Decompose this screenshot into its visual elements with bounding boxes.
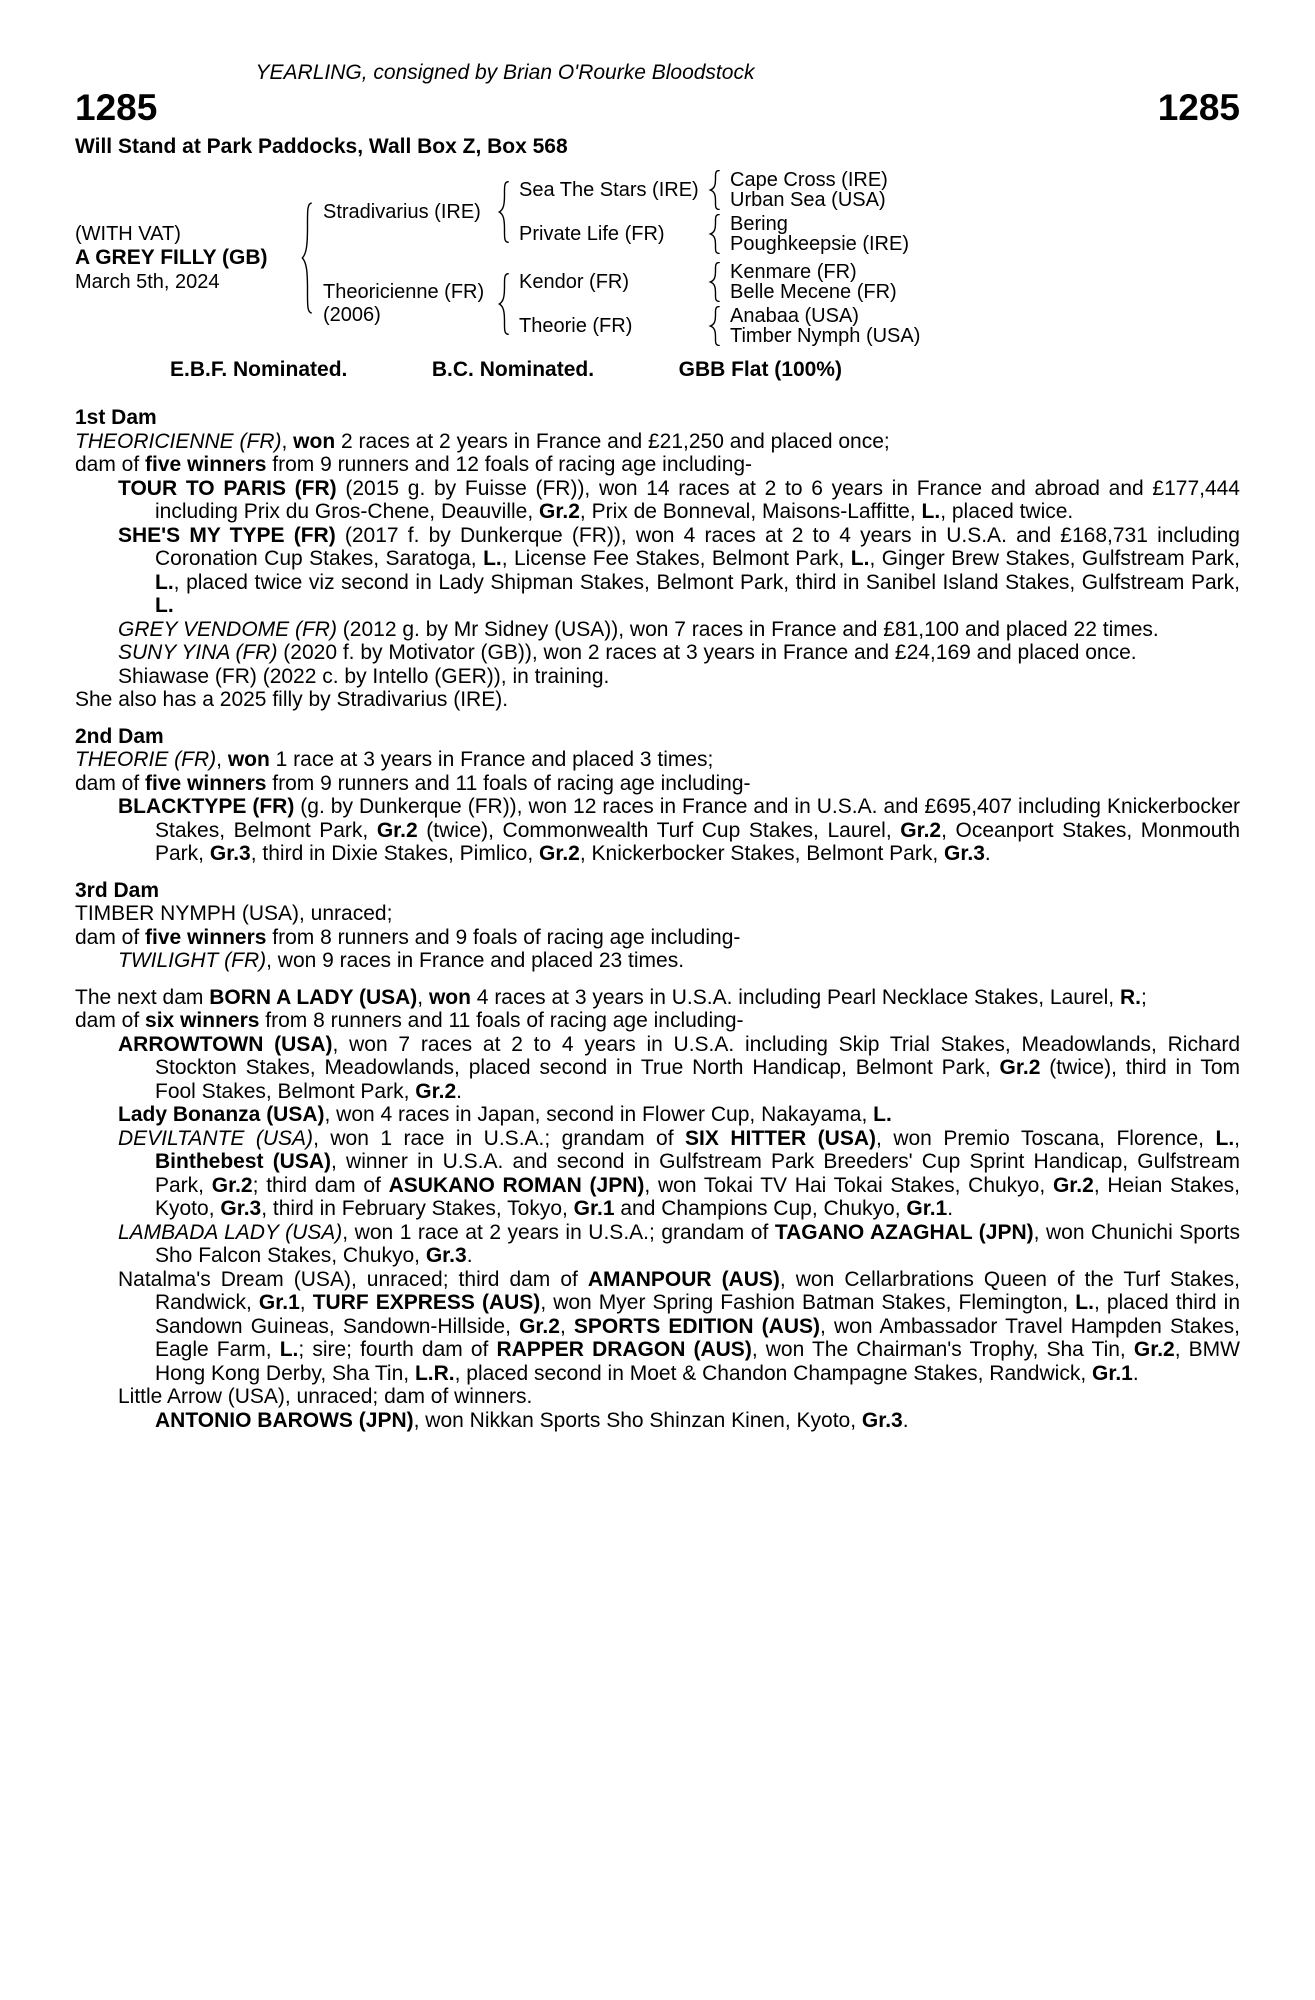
text-segment: SHE'S MY TYPE (FR) bbox=[118, 523, 336, 547]
gen1-name: Theoricienne (FR) bbox=[323, 281, 485, 303]
gen3-name: Anabaa (USA) bbox=[730, 305, 859, 327]
lot-number-left: 1285 bbox=[75, 87, 158, 128]
gen2-name: Kendor (FR) bbox=[519, 271, 630, 293]
gen3-name: Belle Mecene (FR) bbox=[730, 281, 897, 303]
text-segment: , bbox=[559, 1314, 574, 1338]
text-segment: from 8 runners and 11 foals of racing age including- bbox=[259, 1009, 744, 1032]
pedigree-unit bbox=[512, 262, 1240, 302]
catalog-paragraph bbox=[75, 1127, 1240, 1221]
text-segment: Gr.3 bbox=[944, 842, 985, 865]
nomination-label: B.C. Nominated. bbox=[431, 358, 595, 381]
text-segment: BORN A LADY (USA) bbox=[209, 985, 418, 1009]
pedigree-half bbox=[315, 170, 1240, 254]
text-segment: L. bbox=[873, 1103, 892, 1126]
text-segment: dam of bbox=[75, 771, 146, 795]
text-segment: (2012 g. by Mr Sidney (USA)), won 7 races in France and £81,100 and placed 22 times. bbox=[336, 617, 1159, 641]
text-segment: from 8 runners and 9 foals of racing age including- bbox=[266, 925, 741, 949]
dam-section bbox=[75, 406, 1240, 712]
text-segment: dam of bbox=[75, 925, 146, 949]
animal-description: A GREY FILLY (GB) bbox=[75, 246, 268, 269]
nomination-label: GBB Flat (100%) bbox=[678, 358, 842, 381]
nomination-label: E.B.F. Nominated. bbox=[170, 358, 348, 381]
text-segment: L. bbox=[155, 570, 174, 594]
text-segment: , Heian Stakes, Kyoto, bbox=[155, 1173, 1241, 1220]
text-segment: GREY VENDOME (FR) bbox=[118, 617, 337, 641]
text-segment: THEORIE (FR) bbox=[75, 748, 217, 771]
gen3-pair bbox=[723, 214, 1240, 254]
text-segment: dam of bbox=[75, 1009, 146, 1032]
text-segment: , placed twice. bbox=[940, 500, 1074, 523]
catalog-paragraph bbox=[75, 430, 1240, 454]
brace-icon bbox=[708, 262, 723, 302]
text-segment: , won Nikkan Sports Sho Shinzan Kinen, Kyoto, bbox=[413, 1408, 862, 1432]
text-segment: Gr.3 bbox=[220, 1197, 262, 1220]
text-segment: Little Arrow (USA), unraced; dam of winners. bbox=[118, 1385, 533, 1408]
gen2-name: Private Life (FR) bbox=[519, 223, 665, 245]
text-segment: , won 4 races in Japan, second in Flower Cup, Nakayama, bbox=[324, 1103, 874, 1126]
gen3-name: Kenmare (FR) bbox=[730, 261, 857, 283]
catalog-paragraph bbox=[75, 748, 1240, 772]
catalog-paragraph bbox=[75, 1009, 1240, 1033]
text-segment: , winner in U.S.A. and second in Gulfstream Park Breeders' Cup Sprint Handicap, Gulfstream Park, bbox=[155, 1150, 1241, 1197]
brace-icon bbox=[300, 202, 315, 314]
section-heading: 3rd Dam bbox=[75, 878, 160, 902]
text-segment: L. bbox=[279, 1338, 299, 1361]
text-segment: , won Chunichi Sports Sho Falcon Stakes, Chukyo, bbox=[155, 1220, 1240, 1267]
text-segment: Gr.2 bbox=[539, 500, 580, 523]
text-segment: , placed twice viz second in Lady Shipman Stakes, Belmont Park, third in Sanibel Island Stakes, Gulfstream Park, bbox=[173, 570, 1240, 594]
catalog-paragraph bbox=[75, 902, 1240, 926]
text-segment: Gr.1 bbox=[1091, 1361, 1133, 1385]
gen3-name: Poughkeepsie (IRE) bbox=[730, 233, 909, 255]
text-segment: won bbox=[293, 429, 336, 453]
gen2-name: Theorie (FR) bbox=[519, 315, 633, 337]
text-segment: Gr.1 bbox=[573, 1197, 615, 1220]
catalog-paragraph bbox=[75, 1268, 1240, 1386]
text-segment: , Oceanport Stakes, Monmouth Park, bbox=[155, 818, 1241, 865]
text-segment: 1 race at 3 years in France and placed 3 times; bbox=[269, 748, 714, 771]
catalog-paragraph bbox=[75, 524, 1240, 618]
text-segment: , bbox=[299, 1291, 313, 1314]
text-segment: TWILIGHT (FR) bbox=[118, 949, 267, 972]
catalog-paragraph bbox=[75, 688, 1240, 712]
catalog-paragraph bbox=[75, 1103, 1240, 1127]
text-segment: , bbox=[417, 985, 429, 1009]
text-segment: Gr.2 bbox=[376, 818, 418, 842]
text-segment: Gr.3 bbox=[861, 1408, 903, 1432]
text-segment: , BMW Hong Kong Derby, Sha Tin, bbox=[155, 1338, 1240, 1385]
text-segment: . bbox=[902, 1408, 909, 1432]
text-segment: Gr.2 bbox=[900, 818, 942, 842]
brace-icon bbox=[708, 170, 723, 210]
gen3-name: Bering bbox=[730, 213, 788, 235]
text-segment: , won Premio Toscana, Florence, bbox=[876, 1126, 1216, 1150]
text-segment: five winners bbox=[145, 925, 267, 949]
text-segment: , Prix de Bonneval, Maisons-Laffitte, bbox=[579, 500, 922, 523]
animal-identity bbox=[75, 222, 300, 294]
catalog-paragraph bbox=[75, 641, 1240, 665]
catalog-paragraph bbox=[75, 1221, 1240, 1268]
gen1-cell bbox=[315, 201, 497, 224]
text-segment: (2020 f. by Motivator (GB)), won 2 races at 3 years in France and £24,169 and placed once. bbox=[277, 641, 1137, 664]
gen3-name: Urban Sea (USA) bbox=[730, 189, 886, 211]
text-segment: , won Myer Spring Fashion Batman Stakes, Flemington, bbox=[540, 1291, 1076, 1314]
text-segment: Gr.3 bbox=[209, 842, 251, 865]
text-segment: ASUKANO ROMAN (JPN) bbox=[388, 1173, 645, 1197]
text-segment: BLACKTYPE (FR) bbox=[118, 795, 295, 818]
text-segment: . bbox=[466, 1244, 473, 1267]
text-segment: TURF EXPRESS (AUS) bbox=[312, 1291, 541, 1314]
text-segment: , won Tokai TV Hai Tokai Stakes, Chukyo, bbox=[644, 1173, 1053, 1197]
text-segment: , won 1 race in U.S.A.; grandam of bbox=[313, 1126, 686, 1150]
catalog-paragraph bbox=[75, 949, 1240, 973]
catalog-paragraph bbox=[75, 1033, 1240, 1104]
catalog-paragraph bbox=[75, 1409, 1240, 1433]
dam-section bbox=[75, 725, 1240, 866]
text-segment: Gr.2 bbox=[1052, 1173, 1094, 1197]
text-segment: dam of bbox=[75, 453, 146, 476]
text-segment: (2015 g. by Fuisse (FR)), won 14 races at 2 to 6 years in France and abroad and £177,444 including Prix du Gros-Chene, Deauville, bbox=[155, 476, 1240, 523]
text-segment: AMANPOUR (AUS) bbox=[587, 1267, 780, 1291]
text-segment: . bbox=[947, 1197, 954, 1220]
lot-number-row bbox=[75, 88, 1240, 128]
gen3-name: Timber Nymph (USA) bbox=[730, 325, 921, 347]
text-segment: R. bbox=[1119, 985, 1141, 1009]
dam-section bbox=[75, 986, 1240, 1433]
text-segment: , won Ambassador Travel Hampden Stakes, Eagle Farm, bbox=[155, 1314, 1240, 1361]
foal-date: March 5th, 2024 bbox=[75, 271, 220, 293]
pedigree-generations bbox=[315, 170, 1240, 346]
text-segment: L. bbox=[921, 500, 941, 523]
brace-icon bbox=[708, 306, 723, 346]
text-segment: SIX HITTER (USA) bbox=[685, 1126, 877, 1150]
consignor-line: YEARLING, consigned by Brian O'Rourke Bloodstock bbox=[255, 61, 755, 84]
lot-number-right: 1285 bbox=[1157, 87, 1240, 128]
pedigree-text bbox=[75, 406, 1240, 1432]
text-segment: , License Fee Stakes, Belmont Park, bbox=[501, 547, 851, 570]
section-heading: 1st Dam bbox=[75, 406, 157, 429]
text-segment: . bbox=[1132, 1361, 1139, 1385]
text-segment: , bbox=[1234, 1126, 1241, 1150]
gen3-pair bbox=[723, 306, 1240, 346]
text-segment: , bbox=[281, 429, 294, 453]
text-segment: , won Cellarbrations Queen of the Turf Stakes, Randwick, bbox=[155, 1267, 1241, 1314]
nominations-row bbox=[170, 358, 842, 382]
catalog-paragraph bbox=[75, 618, 1240, 642]
text-segment: Gr.2 bbox=[519, 1314, 560, 1338]
pedigree-half bbox=[315, 262, 1240, 346]
text-segment: L. bbox=[1215, 1126, 1235, 1150]
text-segment: TOUR TO PARIS (FR) bbox=[118, 476, 337, 500]
pedigree-unit bbox=[512, 306, 1240, 346]
brace-icon bbox=[708, 214, 723, 254]
text-segment: 4 races at 3 years in U.S.A. including Pearl Necklace Stakes, Laurel, bbox=[470, 985, 1120, 1009]
text-segment: L. bbox=[850, 547, 870, 570]
text-segment: She also has a 2025 filly by Stradivarius (IRE). bbox=[75, 688, 509, 711]
catalog-paragraph bbox=[75, 795, 1240, 866]
text-segment: , won The Chairman's Trophy, Sha Tin, bbox=[751, 1338, 1134, 1361]
text-segment: , third in Dixie Stakes, Pimlico, bbox=[250, 842, 539, 865]
gen1-note: (2006) bbox=[323, 304, 381, 326]
text-segment: Lady Bonanza (USA) bbox=[118, 1103, 325, 1126]
text-segment: ANTONIO BAROWS (JPN) bbox=[155, 1408, 414, 1432]
section-heading: 2nd Dam bbox=[75, 724, 164, 748]
text-segment: six winners bbox=[145, 1009, 260, 1032]
text-segment: Gr.1 bbox=[258, 1291, 300, 1314]
text-segment: from 9 runners and 12 foals of racing age including- bbox=[266, 453, 753, 476]
text-segment: , bbox=[216, 748, 228, 771]
text-segment: Gr.2 bbox=[415, 1079, 457, 1103]
text-segment: L. bbox=[155, 594, 174, 617]
text-segment: , Knickerbocker Stakes, Belmont Park, bbox=[579, 842, 945, 865]
brace-icon bbox=[497, 273, 512, 335]
text-segment: Gr.2 bbox=[539, 842, 580, 865]
catalog-paragraph bbox=[75, 986, 1240, 1010]
catalog-paragraph bbox=[75, 477, 1240, 524]
text-segment: Shiawase (FR) (2022 c. by Intello (GER)), in training. bbox=[118, 664, 610, 688]
stand-location-line: Will Stand at Park Paddocks, Wall Box Z, Box 568 bbox=[75, 135, 568, 158]
text-segment: (twice), third in Tom Fool Stakes, Belmont Park, bbox=[155, 1056, 1240, 1103]
text-segment: Gr.2 bbox=[1133, 1338, 1175, 1361]
catalog-paragraph bbox=[75, 453, 1240, 477]
text-segment: Gr.3 bbox=[425, 1244, 467, 1267]
gen3-pair bbox=[723, 170, 1240, 210]
text-segment: from 9 runners and 11 foals of racing age including- bbox=[266, 771, 751, 795]
catalog-paragraph bbox=[75, 1385, 1240, 1409]
catalog-paragraph bbox=[75, 926, 1240, 950]
gen2-units bbox=[512, 262, 1240, 346]
gen1-cell bbox=[315, 281, 497, 327]
text-segment: TAGANO AZAGHAL (JPN) bbox=[774, 1220, 1034, 1244]
text-segment: five winners bbox=[145, 453, 267, 476]
text-segment: 2 races at 2 years in France and £21,250 and placed once; bbox=[335, 429, 890, 453]
text-segment: won bbox=[227, 748, 270, 771]
text-segment: , won 9 races in France and placed 23 times. bbox=[266, 949, 685, 972]
dam-section bbox=[75, 879, 1240, 973]
text-segment: The next dam bbox=[75, 985, 210, 1009]
text-segment: RAPPER DRAGON (AUS) bbox=[496, 1338, 752, 1361]
text-segment: ; sire; fourth dam of bbox=[298, 1338, 497, 1361]
catalog-paragraph bbox=[75, 772, 1240, 796]
text-segment: . bbox=[984, 842, 991, 865]
text-segment: , won 1 race at 2 years in U.S.A.; grandam of bbox=[342, 1220, 775, 1244]
pedigree-table bbox=[75, 170, 1240, 346]
text-segment: SPORTS EDITION (AUS) bbox=[573, 1314, 821, 1338]
text-segment: , placed second in Moet & Chandon Champagne Stakes, Randwick, bbox=[454, 1361, 1092, 1385]
text-segment: ; bbox=[1140, 985, 1147, 1009]
text-segment: (2017 f. by Dunkerque (FR)), won 4 races at 2 to 4 years in U.S.A. and £168,731 including Coronation Cup Stakes, Saratoga, bbox=[155, 523, 1240, 570]
catalog-paragraph bbox=[75, 665, 1240, 689]
text-segment: TIMBER NYMPH (USA), unraced; bbox=[75, 902, 393, 925]
text-segment: ARROWTOWN (USA) bbox=[118, 1032, 333, 1056]
gen1-name: Stradivarius (IRE) bbox=[323, 200, 481, 223]
text-segment: THEORICIENNE (FR) bbox=[75, 429, 282, 453]
text-segment: (g. by Dunkerque (FR)), won 12 races in France and in U.S.A. and £695,407 including Knickerbocker Stakes, Belmont Park, bbox=[155, 795, 1240, 842]
text-segment: , placed third in Sandown Guineas, Sandown-Hillside, bbox=[155, 1291, 1240, 1338]
text-segment: , won 7 races at 2 to 4 years in U.S.A. including Skip Trial Stakes, Meadowlands, Richard Stockton Stakes, Meadowlands, placed second in True North Handicap, Belmont Park, bbox=[155, 1032, 1240, 1079]
text-segment: , Ginger Brew Stakes, Gulfstream Park, bbox=[869, 547, 1241, 570]
text-segment: five winners bbox=[145, 771, 267, 795]
text-segment: ; third dam of bbox=[252, 1173, 389, 1197]
text-segment: LAMBADA LADY (USA) bbox=[118, 1220, 343, 1244]
text-segment: SUNY YINA (FR) bbox=[118, 641, 278, 664]
gen2-units bbox=[512, 170, 1240, 254]
gen3-pair bbox=[723, 262, 1240, 302]
text-segment: DEVILTANTE (USA) bbox=[118, 1126, 314, 1150]
text-segment: Gr.1 bbox=[906, 1197, 948, 1220]
pedigree-unit bbox=[512, 170, 1240, 210]
text-segment: (twice), Commonwealth Turf Cup Stakes, Laurel, bbox=[417, 818, 901, 842]
text-segment: Binthebest (USA) bbox=[155, 1150, 332, 1173]
text-segment: Gr.2 bbox=[211, 1173, 253, 1197]
text-segment: Natalma's Dream (USA), unraced; third dam of bbox=[118, 1267, 588, 1291]
gen3-name: Cape Cross (IRE) bbox=[730, 169, 888, 191]
text-segment: . bbox=[456, 1079, 462, 1103]
text-segment: won bbox=[428, 985, 471, 1009]
text-segment: , third in February Stakes, Tokyo, bbox=[261, 1197, 574, 1220]
text-segment: L. bbox=[483, 547, 502, 570]
text-segment: and Champions Cup, Chukyo, bbox=[614, 1197, 907, 1220]
text-segment: Gr.2 bbox=[999, 1056, 1041, 1079]
vat-note: (WITH VAT) bbox=[75, 223, 181, 245]
brace-icon bbox=[497, 181, 512, 243]
text-segment: L. bbox=[1075, 1291, 1094, 1314]
gen2-name: Sea The Stars (IRE) bbox=[519, 179, 699, 201]
pedigree-unit bbox=[512, 214, 1240, 254]
text-segment: L.R. bbox=[414, 1361, 455, 1385]
